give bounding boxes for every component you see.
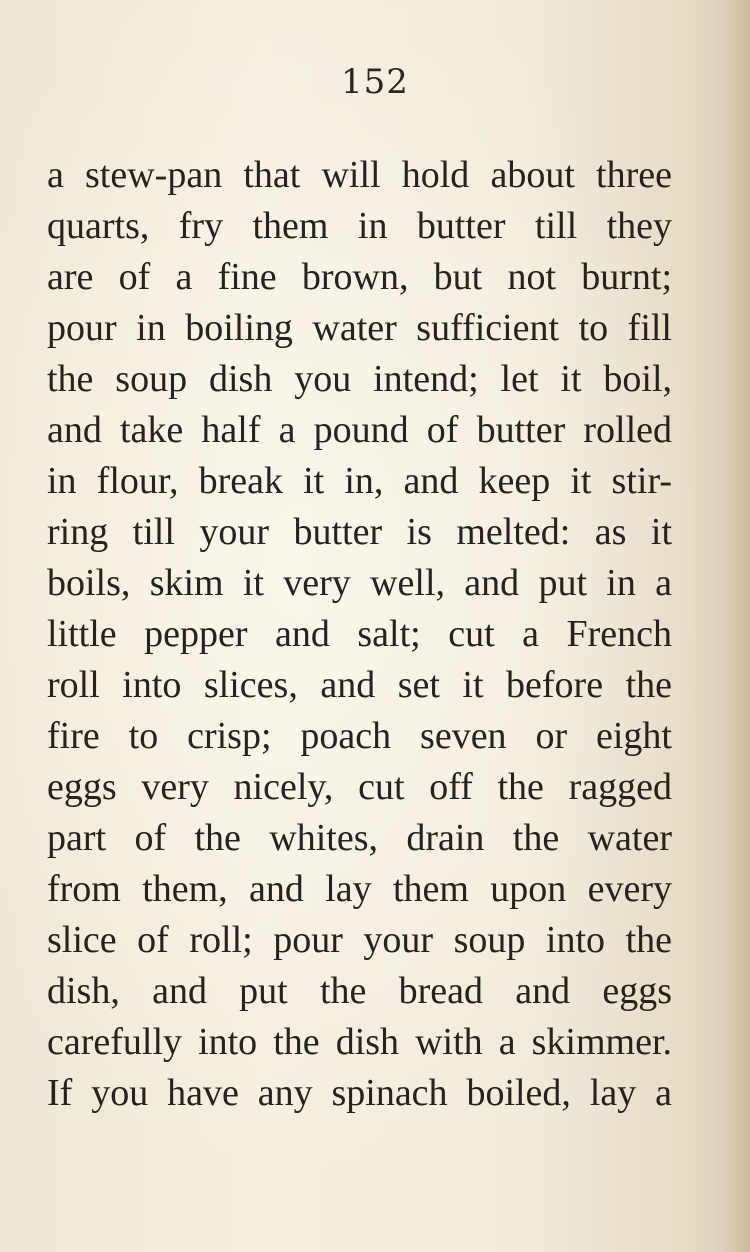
text-line: and take half a pound of butter rolled [47,409,672,451]
body-text [47,150,672,1119]
text-line: part of the whites, drain the water [47,817,672,859]
text-line: boils, skim it very well, and put in a [47,562,672,604]
text-line: the soup dish you intend; let it boil, [47,358,672,400]
text-line: fire to crisp; poach seven or eight [47,715,672,757]
text-line: pour in boiling water sufficient to fill [47,307,672,349]
text-line: in flour, break it in, and keep it stir- [47,460,672,502]
text-line: from them, and lay them upon every [47,868,672,910]
text-line: dish, and put the bread and eggs [47,970,672,1012]
text-line: little pepper and salt; cut a French [47,613,672,655]
text-line: a stew-pan that will hold about three [47,154,672,196]
text-line: roll into slices, and set it before the [47,664,672,706]
text-line: quarts, fry them in butter till they [47,205,672,247]
text-line: carefully into the dish with a skimmer. [47,1021,672,1063]
text-line: ring till your butter is melted: as it [47,511,672,553]
text-line: slice of roll; pour your soup into the [47,919,672,961]
text-line: eggs very nicely, cut off the ragged [47,766,672,808]
text-line: are of a fine brown, but not burnt; [47,256,672,298]
page-edge-shadow [720,0,750,1252]
text-line: If you have any spinach boiled, lay a [47,1072,672,1114]
page-number: 152 [341,62,409,102]
